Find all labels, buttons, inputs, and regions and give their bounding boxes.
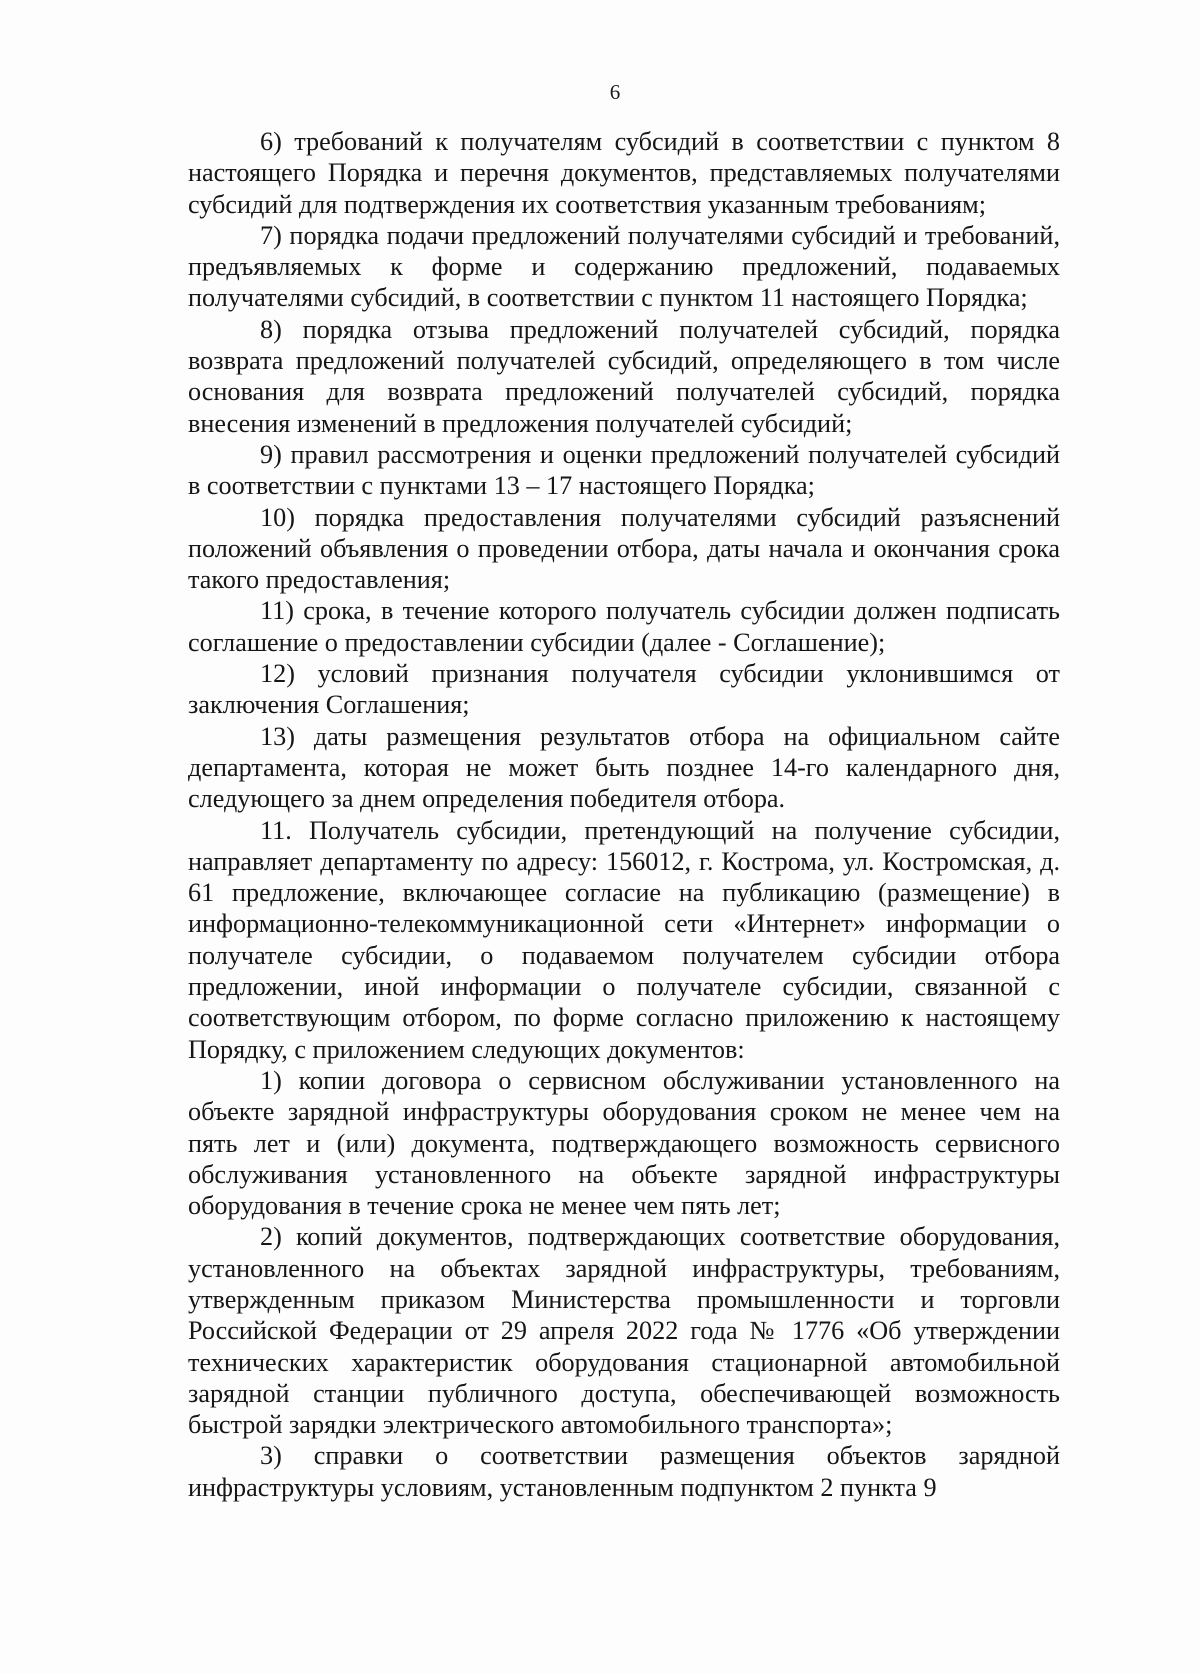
paragraph-item-11: 11) срока, в течение которого получатель субсидии должен подписать соглашение о предоставлении субсидии (далее - Соглашение); — [188, 596, 1060, 657]
paragraph-item-13: 13) даты размещения результатов отбора на официальном сайте департамента, которая не может быть позднее 14-го календарного дня, следующего за днем определения победителя отбора. — [188, 721, 1060, 814]
page-number: 6 — [609, 80, 621, 104]
document-body — [188, 126, 1060, 1503]
paragraph-item-9: 9) правил рассмотрения и оценки предложений получателей субсидий в соответствии с пунктами 13 – 17 настоящего Порядка; — [188, 439, 1060, 501]
paragraph-item-10: 10) порядка предоставления получателями субсидий разъяснений положений объявления о проведении отбора, даты начала и окончания срока такого предоставления; — [188, 502, 1060, 595]
paragraph-item-6: 6) требований к получателям субсидий в соответствии с пунктом 8 настоящего Порядка и перечня документов, представляемых получателями субсидий для подтверждения их соответствия указанным требованиям; — [188, 127, 1060, 219]
paragraph-clause-11: 11. Получатель субсидии, претендующий на получение субсидии, направляет департаменту по адресу: 156012, г. Кострома, ул. Костромская, д. 61 предложение, включающее согласие на публикацию (размещение) в информационно-телекоммуникационной сети «Интернет» информации о получателе субсидии, о подаваемом получателем субсидии отбора предложении, иной информации о получателе субсидии, связанной с соответствующим отбором, по форме согласно приложению к настоящему Порядку, с приложением следующих документов: — [188, 815, 1060, 1064]
paragraph-item-7: 7) порядка подачи предложений получателями субсидий и требований, предъявляемых к форме и содержанию предложений, подаваемых получателями субсидий, в соответствии с пунктом 11 настоящего Порядка; — [188, 220, 1060, 313]
paragraph-doc-3: 3) справки о соответствии размещения объектов зарядной инфраструктуры условиям, установленным подпунктом 2 пункта 9 — [188, 1441, 1060, 1502]
paragraph-item-12: 12) условий признания получателя субсидии уклонившимся от заключения Соглашения; — [188, 659, 1060, 720]
paragraph-doc-1: 1) копии договора о сервисном обслуживании установленного на объекте зарядной инфраструктуры оборудования сроком не менее чем на пять лет и (или) документа, подтверждающего возможность сервисного обслуживания установленного на объекте зарядной инфраструктуры оборудования в течение срока не менее чем пять лет; — [188, 1065, 1060, 1221]
paragraph-doc-2: 2) копий документов, подтверждающих соответствие оборудования, установленного на объектах зарядной инфраструктуры, требованиям, утвержденным приказом Министерства промышленности и торговли Российской Федерации от 29 апреля 2022 года № 1776 «Об утверждении технических характеристик оборудования стационарной автомобильной зарядной станции публичного доступа, обеспечивающей возможность быстрой зарядки электрического автомобильного транспорта»; — [188, 1222, 1060, 1440]
paragraph-item-8: 8) порядка отзыва предложений получателей субсидий, порядка возврата предложений получателей субсидий, определяющего в том числе основания для возврата предложений получателей субсидий, порядка внесения изменений в предложения получателей субсидий; — [188, 314, 1060, 438]
